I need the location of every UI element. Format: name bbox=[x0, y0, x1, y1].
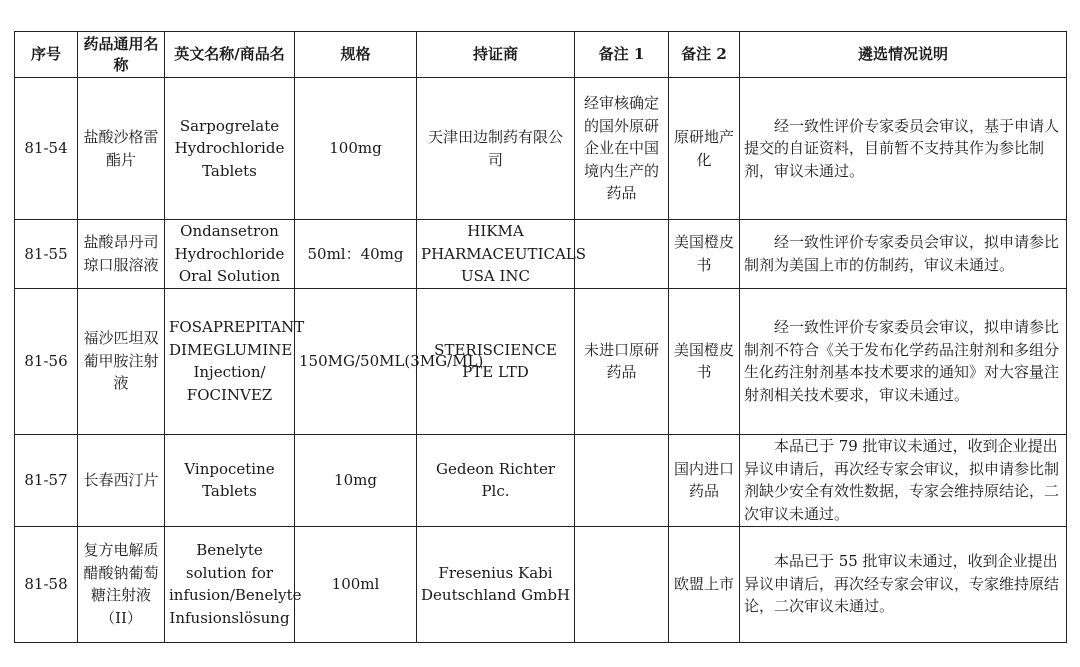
cell-english-name: Benelyte solution for infusion/Benelyte Infusionslösung bbox=[165, 526, 295, 642]
cell-spec: 150MG/50ML(3MG/ML) bbox=[295, 288, 417, 434]
cell-english-name: Ondansetron Hydrochloride Oral Solution bbox=[165, 220, 295, 289]
table-row bbox=[15, 220, 1067, 289]
cell-spec: 100ml bbox=[295, 526, 417, 642]
cell-no: 81-57 bbox=[15, 434, 78, 526]
cell-holder: Gedeon Richter Plc. bbox=[417, 434, 575, 526]
cell-generic-name: 长春西汀片 bbox=[78, 434, 165, 526]
table-row bbox=[15, 526, 1067, 642]
cell-no: 81-58 bbox=[15, 526, 78, 642]
cell-explanation: 本品已于 79 批审议未通过，收到企业提出异议申请后，再次经专家会审议，拟申请参比制剂缺少安全有效性数据，专家会维持原结论，二次审议未通过。 bbox=[740, 434, 1067, 526]
header-explanation: 遴选情况说明 bbox=[740, 32, 1067, 78]
header-generic-name: 药品通用名称 bbox=[78, 32, 165, 78]
cell-explanation: 经一致性评价专家委员会审议，基于申请人提交的自证资料，目前暂不支持其作为参比制剂，审议未通过。 bbox=[740, 78, 1067, 220]
cell-remark2: 美国橙皮书 bbox=[669, 288, 740, 434]
table-header-row bbox=[15, 32, 1067, 78]
cell-remark1 bbox=[575, 526, 669, 642]
header-holder: 持证商 bbox=[417, 32, 575, 78]
cell-spec: 50ml：40mg bbox=[295, 220, 417, 289]
cell-holder: Fresenius Kabi Deutschland GmbH bbox=[417, 526, 575, 642]
cell-english-name: Vinpocetine Tablets bbox=[165, 434, 295, 526]
cell-generic-name: 盐酸沙格雷酯片 bbox=[78, 78, 165, 220]
header-spec: 规格 bbox=[295, 32, 417, 78]
cell-remark1: 经审核确定的国外原研企业在中国境内生产的药品 bbox=[575, 78, 669, 220]
table-row bbox=[15, 288, 1067, 434]
header-no: 序号 bbox=[15, 32, 78, 78]
drug-table bbox=[14, 31, 1067, 643]
table-row bbox=[15, 78, 1067, 220]
cell-no: 81-55 bbox=[15, 220, 78, 289]
cell-generic-name: 福沙匹坦双葡甲胺注射液 bbox=[78, 288, 165, 434]
cell-remark2: 美国橙皮书 bbox=[669, 220, 740, 289]
cell-no: 81-54 bbox=[15, 78, 78, 220]
cell-remark1 bbox=[575, 220, 669, 289]
cell-holder: STERISCIENCE PTE LTD bbox=[417, 288, 575, 434]
cell-english-name: Sarpogrelate Hydrochloride Tablets bbox=[165, 78, 295, 220]
cell-spec: 100mg bbox=[295, 78, 417, 220]
cell-explanation: 本品已于 55 批审议未通过，收到企业提出异议申请后，再次经专家会审议，专家维持原结论，二次审议未通过。 bbox=[740, 526, 1067, 642]
cell-holder: HIKMA PHARMACEUTICALS USA INC bbox=[417, 220, 575, 289]
cell-generic-name: 复方电解质醋酸钠葡萄糖注射液（II） bbox=[78, 526, 165, 642]
table-row bbox=[15, 434, 1067, 526]
cell-remark2: 国内进口药品 bbox=[669, 434, 740, 526]
header-english-name: 英文名称/商品名 bbox=[165, 32, 295, 78]
header-remark2: 备注 2 bbox=[669, 32, 740, 78]
cell-remark1: 未进口原研药品 bbox=[575, 288, 669, 434]
cell-no: 81-56 bbox=[15, 288, 78, 434]
cell-remark1 bbox=[575, 434, 669, 526]
cell-remark2: 欧盟上市 bbox=[669, 526, 740, 642]
cell-english-name: FOSAPREPITANT DIMEGLUMINE Injection/ FOCINVEZ bbox=[165, 288, 295, 434]
cell-explanation: 经一致性评价专家委员会审议，拟申请参比制剂不符合《关于发布化学药品注射剂和多组分生化药注射剂基本技术要求的通知》对大容量注射剂相关技术要求，审议未通过。 bbox=[740, 288, 1067, 434]
cell-spec: 10mg bbox=[295, 434, 417, 526]
cell-holder: 天津田边制药有限公司 bbox=[417, 78, 575, 220]
cell-explanation: 经一致性评价专家委员会审议，拟申请参比制剂为美国上市的仿制药，审议未通过。 bbox=[740, 220, 1067, 289]
cell-remark2: 原研地产化 bbox=[669, 78, 740, 220]
cell-generic-name: 盐酸昂丹司琼口服溶液 bbox=[78, 220, 165, 289]
header-remark1: 备注 1 bbox=[575, 32, 669, 78]
